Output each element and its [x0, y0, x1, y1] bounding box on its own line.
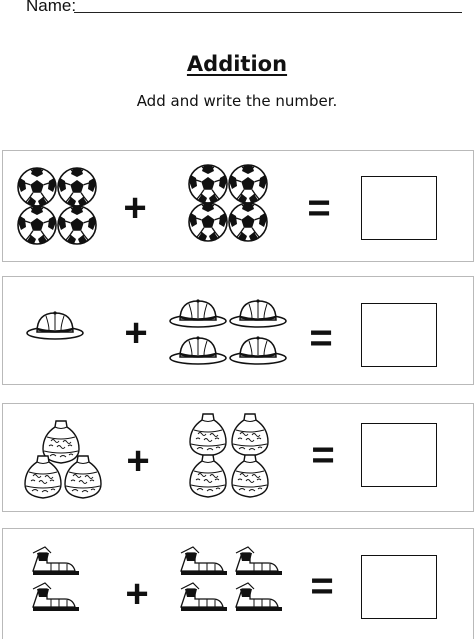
- clay-pot-icon: [190, 414, 226, 456]
- sphinx-icon: [236, 583, 282, 611]
- safari-hat-icon: [27, 311, 83, 339]
- soccer-ball-icon: [58, 168, 96, 206]
- answer-box-4[interactable]: [361, 555, 437, 619]
- clay-pot-icon: [232, 455, 268, 497]
- sphinx-icon: [236, 547, 282, 575]
- plus-sign: +: [123, 186, 147, 230]
- answer-box-2[interactable]: [361, 303, 437, 367]
- clay-pot-icon: [65, 456, 101, 498]
- sphinx-icon: [33, 547, 79, 575]
- safari-hat-icon: [230, 336, 286, 364]
- safari-hat-icon: [230, 299, 286, 327]
- page-title: Addition: [186, 52, 288, 76]
- answer-box-1[interactable]: [361, 176, 437, 240]
- sphinx-icon: [181, 583, 227, 611]
- soccer-ball-icon: [229, 203, 267, 241]
- soccer-ball-icon: [189, 165, 227, 203]
- equals-sign: =: [310, 564, 334, 608]
- safari-hat-icon: [170, 336, 226, 364]
- soccer-ball-icon: [18, 168, 56, 206]
- soccer-ball-icon: [229, 165, 267, 203]
- sphinx-icon: [33, 583, 79, 611]
- problem-row-1: [2, 150, 474, 262]
- equals-sign: =: [307, 186, 331, 230]
- problem-row-4: [2, 528, 474, 639]
- name-write-line[interactable]: [74, 12, 462, 13]
- plus-sign: +: [125, 572, 149, 616]
- safari-hat-icon: [170, 299, 226, 327]
- problem-row-2: [2, 276, 474, 385]
- sphinx-icon: [181, 547, 227, 575]
- problem-row-3: [2, 403, 474, 512]
- plus-sign: +: [126, 439, 150, 483]
- soccer-ball-icon: [189, 203, 227, 241]
- name-field[interactable]: [26, 0, 466, 18]
- answer-box-3[interactable]: [361, 423, 437, 487]
- plus-sign: +: [124, 311, 148, 355]
- clay-pot-icon: [190, 455, 226, 497]
- equals-sign: =: [309, 316, 333, 360]
- soccer-ball-icon: [58, 206, 96, 244]
- clay-pot-icon: [232, 414, 268, 456]
- instruction-text: Add and write the number.: [136, 92, 338, 110]
- name-label: Name:: [26, 0, 77, 15]
- equals-sign: =: [311, 433, 335, 477]
- soccer-ball-icon: [18, 206, 56, 244]
